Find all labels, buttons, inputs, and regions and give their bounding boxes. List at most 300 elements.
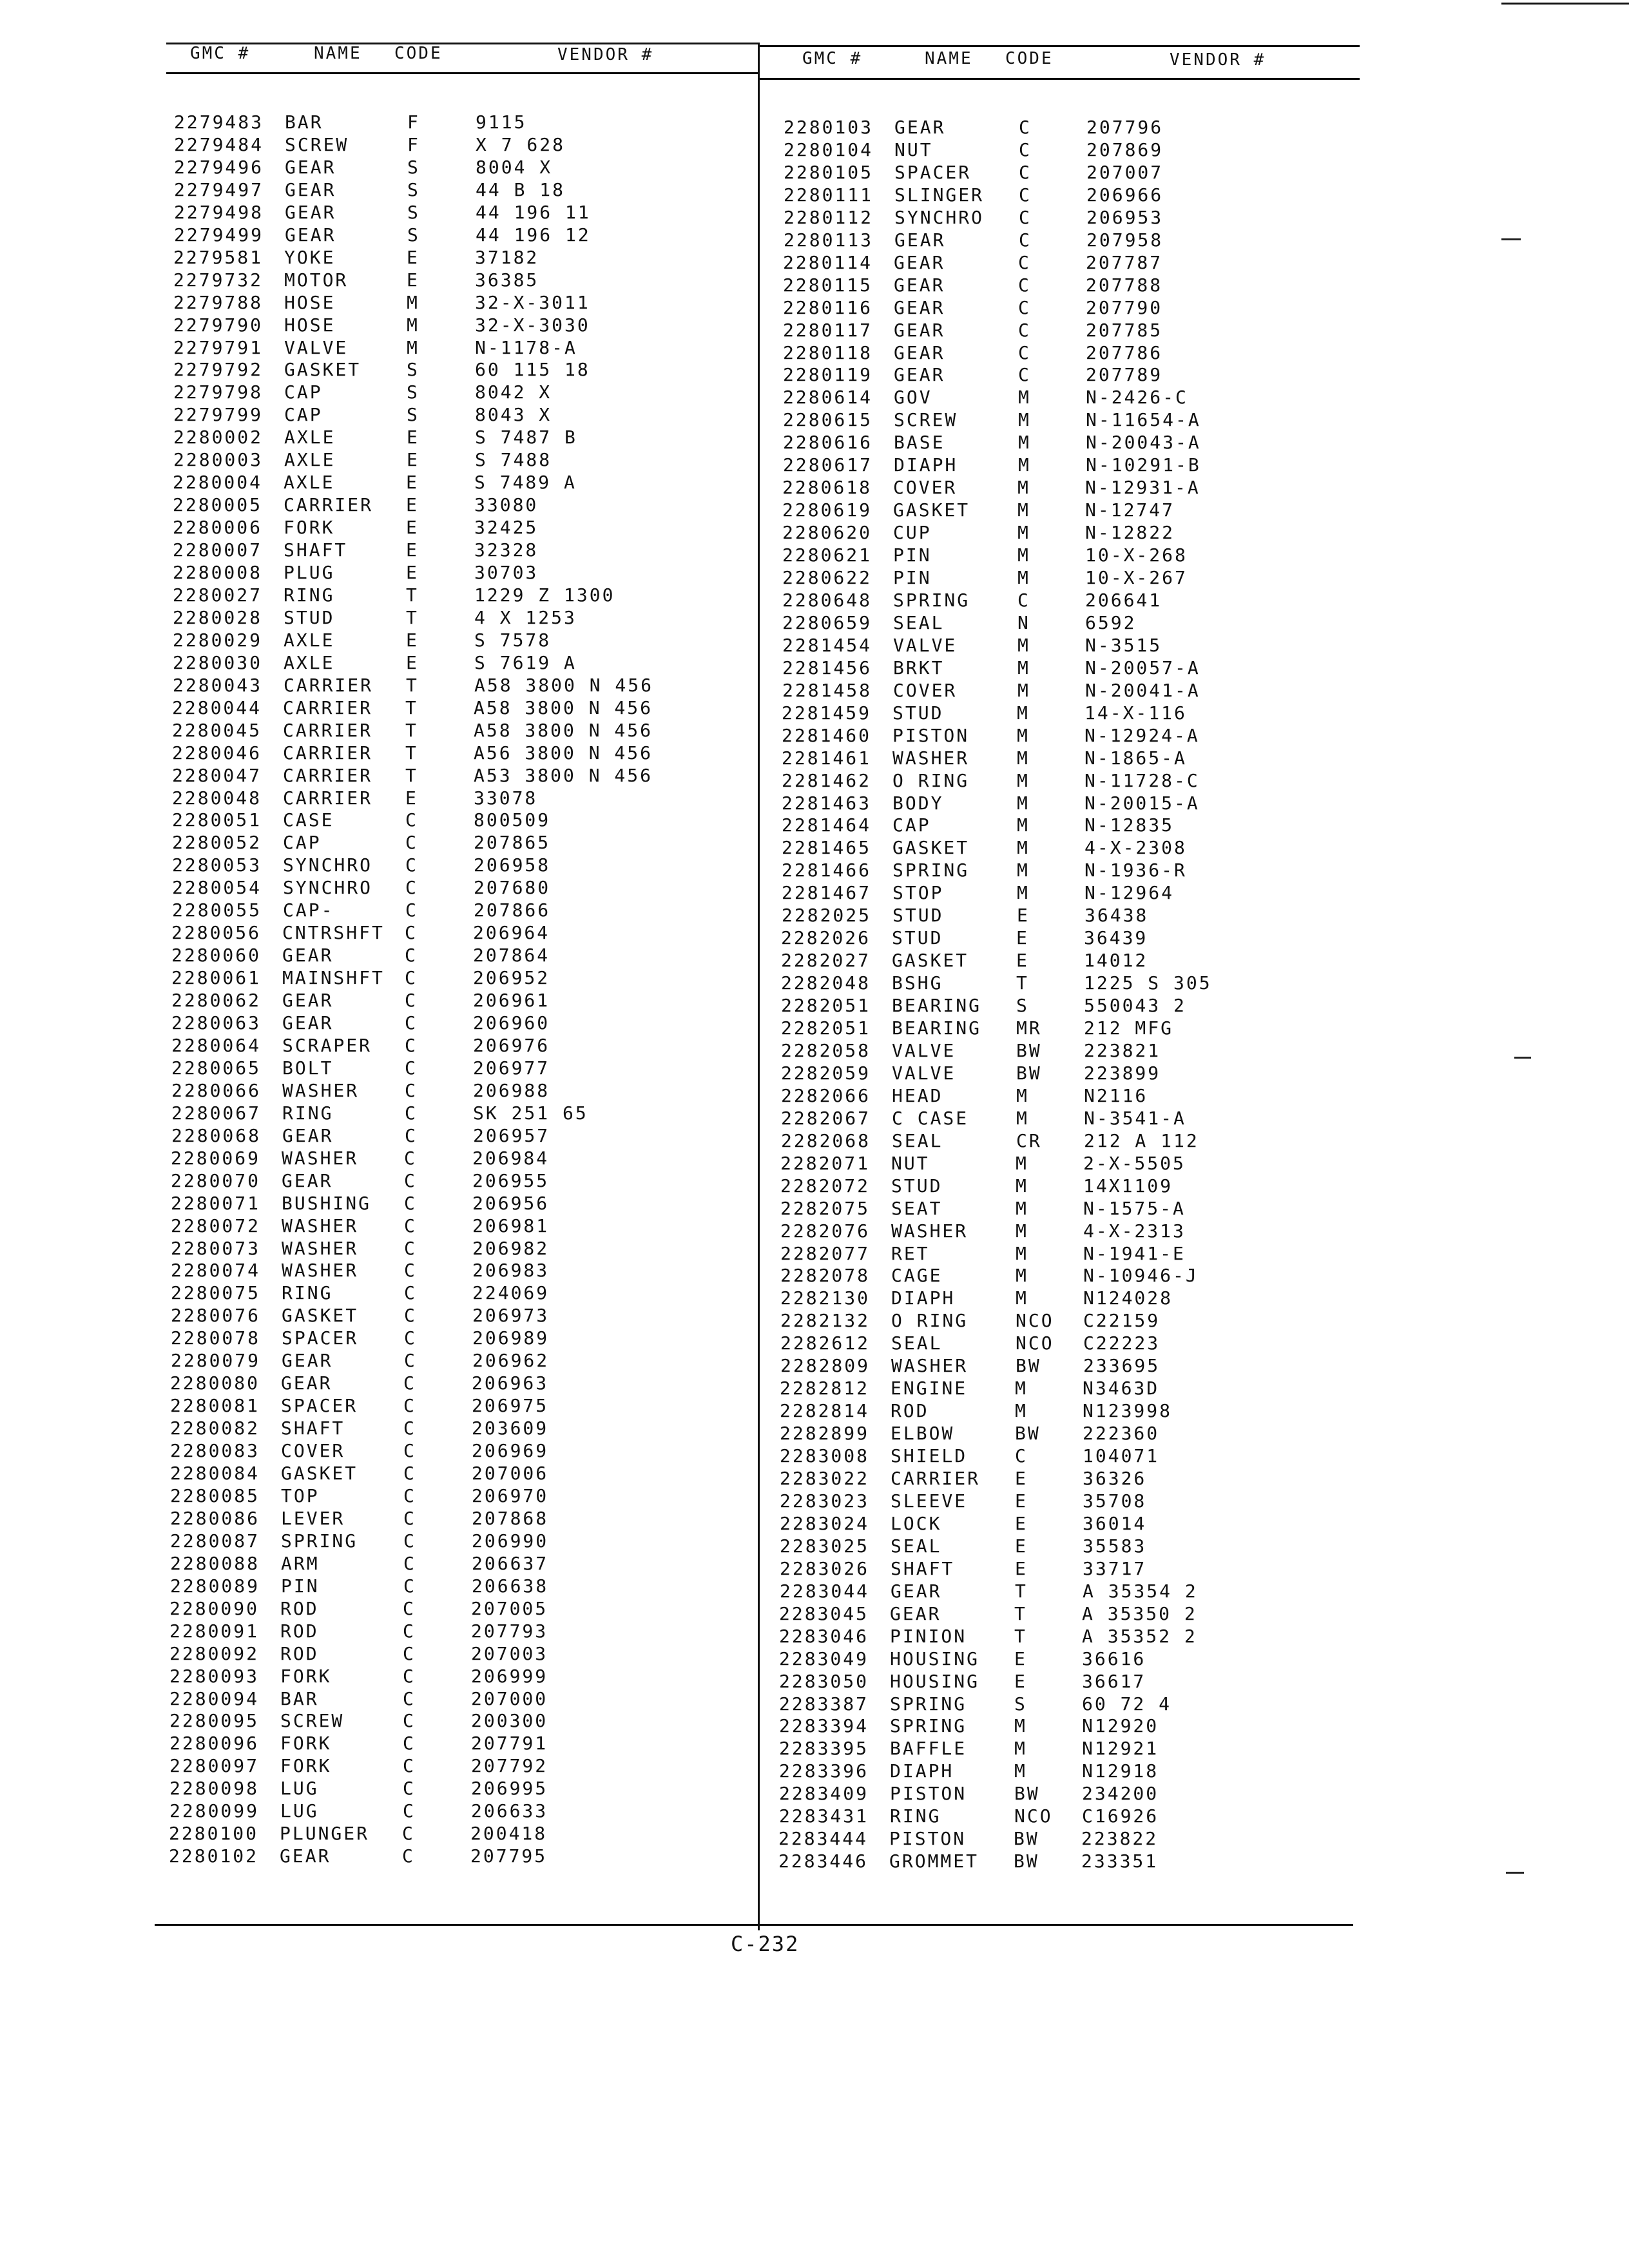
name-cell: VALVE xyxy=(892,1040,956,1061)
vendor-cell: 36617 xyxy=(1082,1671,1146,1692)
vendor-cell: A58 3800 N 456 xyxy=(474,720,653,741)
page-number: C-232 xyxy=(731,1932,800,1956)
code-cell: C xyxy=(1019,184,1032,206)
gmc-cell: 2280048 xyxy=(172,787,262,809)
right-header-gmc: GMC # xyxy=(802,49,863,68)
code-cell: M xyxy=(1017,680,1030,701)
vendor-cell: 222360 xyxy=(1083,1423,1160,1444)
left-header-code: CODE xyxy=(394,44,443,63)
name-cell: HOSE xyxy=(284,292,336,313)
name-cell: AXLE xyxy=(284,629,335,651)
code-cell: M xyxy=(1017,567,1030,588)
vendor-cell: 32-X-3030 xyxy=(475,314,590,336)
vendor-cell: 206955 xyxy=(472,1170,550,1191)
vendor-cell: N3463D xyxy=(1083,1378,1160,1399)
code-cell: C xyxy=(403,1598,416,1619)
name-cell: BASE xyxy=(894,432,945,453)
code-cell: C xyxy=(1018,364,1031,385)
gmc-cell: 2281466 xyxy=(782,860,872,881)
code-cell: T xyxy=(1014,1626,1027,1647)
vendor-cell: 207003 xyxy=(471,1643,548,1664)
gmc-cell: 2280097 xyxy=(169,1755,260,1776)
gmc-cell: 2282812 xyxy=(780,1378,870,1399)
code-cell: M xyxy=(1017,499,1030,521)
code-cell: BW xyxy=(1014,1783,1040,1804)
name-cell: COVER xyxy=(893,680,958,701)
vendor-cell: 207796 xyxy=(1086,117,1164,138)
name-cell: GEAR xyxy=(285,224,336,245)
vendor-cell: S 7487 B xyxy=(475,427,577,448)
vendor-cell: 203609 xyxy=(472,1418,549,1439)
gmc-cell: 2280111 xyxy=(784,184,874,206)
vendor-cell: 60 115 18 xyxy=(475,359,590,380)
name-cell: STUD xyxy=(284,607,335,628)
name-cell: GASKET xyxy=(893,499,970,521)
name-cell: SPRING xyxy=(281,1530,358,1552)
name-cell: ROD xyxy=(280,1643,319,1664)
name-cell: LEVER xyxy=(281,1508,345,1529)
gmc-cell: 2282059 xyxy=(781,1062,871,1084)
gmc-cell: 2282068 xyxy=(781,1130,871,1151)
vendor-cell: 206969 xyxy=(472,1440,549,1461)
vendor-cell: 206961 xyxy=(473,990,550,1011)
name-cell: WASHER xyxy=(282,1148,359,1169)
gmc-cell: 2280103 xyxy=(784,117,874,138)
name-cell: CNTRSHFT xyxy=(282,922,385,943)
code-cell: E xyxy=(406,517,419,538)
vendor-cell: 206975 xyxy=(472,1395,549,1416)
vendor-cell: 207785 xyxy=(1086,320,1163,341)
name-cell: NUT xyxy=(894,139,933,160)
name-cell: PIN xyxy=(893,544,932,566)
code-cell: F xyxy=(407,111,420,133)
code-cell: E xyxy=(407,269,419,291)
code-cell: C xyxy=(403,1372,416,1394)
code-cell: E xyxy=(1014,1648,1027,1669)
gmc-cell: 2280089 xyxy=(170,1575,260,1597)
code-cell: C xyxy=(403,1710,416,1731)
header-top-rule-left xyxy=(166,43,759,44)
gmc-cell: 2281465 xyxy=(782,837,872,858)
name-cell: LOCK xyxy=(891,1513,942,1534)
gmc-cell: 2279790 xyxy=(173,314,264,336)
code-cell: C xyxy=(402,1845,415,1867)
gmc-cell: 2280056 xyxy=(171,922,262,943)
name-cell: CAGE xyxy=(891,1265,943,1286)
vendor-cell: 206970 xyxy=(472,1485,549,1506)
code-cell: C xyxy=(1019,139,1032,160)
gmc-cell: 2280615 xyxy=(783,409,873,430)
gmc-cell: 2279732 xyxy=(173,269,264,291)
code-cell: S xyxy=(407,359,419,380)
name-cell: PISTON xyxy=(889,1828,967,1849)
name-cell: HEAD xyxy=(892,1085,943,1106)
code-cell: C xyxy=(1018,274,1031,296)
gmc-cell: 2281463 xyxy=(782,793,872,814)
code-cell: M xyxy=(1016,1220,1028,1242)
vendor-cell: 206952 xyxy=(473,967,550,988)
gmc-cell: 2280659 xyxy=(782,612,872,633)
vendor-cell: 32328 xyxy=(474,539,539,561)
code-cell: C xyxy=(1019,117,1032,138)
code-cell: C xyxy=(1019,162,1032,183)
code-cell: C xyxy=(1018,342,1031,363)
vendor-cell: N-3515 xyxy=(1085,635,1162,656)
gmc-cell: 2279788 xyxy=(173,292,264,313)
vendor-cell: 8004 X xyxy=(476,157,553,178)
gmc-cell: 2280083 xyxy=(170,1440,260,1461)
name-cell: ROD xyxy=(891,1400,929,1421)
code-cell: E xyxy=(1015,1558,1028,1579)
code-cell: C xyxy=(403,1418,416,1439)
vendor-cell: 207006 xyxy=(472,1463,549,1484)
vendor-cell: 207864 xyxy=(473,945,550,966)
gmc-cell: 2283025 xyxy=(780,1535,870,1557)
code-cell: E xyxy=(1015,1468,1028,1489)
gmc-cell: 2280003 xyxy=(173,449,264,470)
name-cell: STOP xyxy=(892,882,944,903)
code-cell: F xyxy=(407,134,420,155)
gmc-cell: 2280005 xyxy=(173,494,263,515)
gmc-cell: 2283044 xyxy=(780,1581,870,1602)
code-cell: C xyxy=(405,922,418,943)
gmc-cell: 2280047 xyxy=(172,765,262,786)
name-cell: CARRIER xyxy=(283,765,373,786)
name-cell: GEAR xyxy=(894,320,945,341)
name-cell: LUG xyxy=(280,1778,319,1799)
gmc-cell: 2280620 xyxy=(782,522,872,543)
code-cell: C xyxy=(403,1508,416,1529)
vendor-cell: 44 B 18 xyxy=(476,179,566,200)
name-cell: CUP xyxy=(893,522,932,543)
code-cell: M xyxy=(1018,454,1031,476)
vendor-cell: N-1575-A xyxy=(1083,1198,1186,1219)
gmc-cell: 2280063 xyxy=(171,1012,262,1033)
gmc-cell: 2280084 xyxy=(170,1463,260,1484)
name-cell: RET xyxy=(891,1243,930,1264)
code-cell: M xyxy=(1016,1265,1028,1286)
gmc-cell: 2279499 xyxy=(174,224,264,245)
gmc-cell: 2282058 xyxy=(781,1040,871,1061)
vendor-cell: N-11728-C xyxy=(1084,770,1200,791)
code-cell: C xyxy=(403,1666,416,1687)
code-cell: E xyxy=(406,562,419,583)
code-cell: BW xyxy=(1015,1423,1041,1444)
code-cell: BW xyxy=(1016,1040,1042,1061)
vendor-cell: 207868 xyxy=(472,1508,549,1529)
code-cell: T xyxy=(405,720,418,741)
gmc-cell: 2280070 xyxy=(171,1170,261,1191)
vendor-cell: 37182 xyxy=(475,247,539,268)
code-cell: N xyxy=(1017,612,1030,633)
name-cell: BOLT xyxy=(282,1057,334,1079)
name-cell: SPRING xyxy=(892,860,970,881)
code-cell: S xyxy=(407,202,420,223)
code-cell: T xyxy=(406,607,419,628)
gmc-cell: 2280052 xyxy=(172,832,262,853)
vendor-cell: 207958 xyxy=(1086,229,1164,251)
name-cell: WASHER xyxy=(891,1220,969,1242)
gmc-cell: 2282078 xyxy=(780,1265,871,1286)
name-cell: SYNCHRO xyxy=(894,207,985,228)
name-cell: TOP xyxy=(281,1485,320,1506)
name-cell: CARRIER xyxy=(284,675,374,696)
name-cell: STUD xyxy=(892,927,943,948)
name-cell: GROMMET xyxy=(889,1850,979,1872)
name-cell: BRKT xyxy=(893,657,945,678)
gmc-cell: 2280030 xyxy=(173,652,263,673)
name-cell: GEAR xyxy=(894,229,946,251)
code-cell: M xyxy=(1016,1085,1029,1106)
gmc-cell: 2280043 xyxy=(173,675,263,696)
left-header-name: NAME xyxy=(314,44,362,63)
name-cell: STUD xyxy=(891,1175,943,1196)
code-cell: C xyxy=(404,1170,417,1191)
name-cell: CARRIER xyxy=(283,720,373,741)
gmc-cell: 2280614 xyxy=(783,387,873,408)
name-cell: BAR xyxy=(280,1688,319,1709)
gmc-cell: 2280075 xyxy=(171,1282,261,1303)
code-cell: C xyxy=(405,967,418,988)
header-bottom-rule-right xyxy=(759,78,1360,80)
code-cell: E xyxy=(406,472,419,493)
vendor-cell: C22223 xyxy=(1083,1332,1161,1354)
code-cell: C xyxy=(404,1148,417,1169)
vendor-cell: 4-X-2313 xyxy=(1083,1220,1186,1242)
code-cell: M xyxy=(1016,1198,1028,1219)
vendor-cell: 207789 xyxy=(1086,364,1163,385)
vendor-cell: 206983 xyxy=(472,1260,550,1281)
code-cell: M xyxy=(407,314,419,336)
gmc-cell: 2280062 xyxy=(171,990,262,1011)
name-cell: GEAR xyxy=(285,202,336,223)
margin-tick-mark xyxy=(1501,238,1521,240)
name-cell: C CASE xyxy=(892,1108,969,1129)
gmc-cell: 2280090 xyxy=(169,1598,260,1619)
code-cell: E xyxy=(407,247,419,268)
code-cell: S xyxy=(407,179,420,200)
gmc-cell: 2281461 xyxy=(782,747,872,769)
gmc-cell: 2280008 xyxy=(173,562,263,583)
name-cell: MOTOR xyxy=(284,269,349,291)
name-cell: ROD xyxy=(280,1620,319,1642)
gmc-cell: 2280069 xyxy=(171,1148,261,1169)
gmc-cell: 2282025 xyxy=(782,905,872,926)
gmc-cell: 2280060 xyxy=(171,945,262,966)
code-cell: E xyxy=(1015,1535,1028,1557)
vendor-cell: S 7619 A xyxy=(474,652,577,673)
gmc-cell: 2280621 xyxy=(782,544,872,566)
gmc-cell: 2280028 xyxy=(173,607,263,628)
gmc-cell: 2282048 xyxy=(781,972,871,994)
gmc-cell: 2282026 xyxy=(781,927,871,948)
gmc-cell: 2282809 xyxy=(780,1355,871,1376)
vendor-cell: 4-X-2308 xyxy=(1084,837,1187,858)
code-cell: C xyxy=(403,1485,416,1506)
vendor-cell: 206988 xyxy=(473,1080,550,1101)
gmc-cell: 2282072 xyxy=(780,1175,871,1196)
gmc-cell: 2280105 xyxy=(784,162,874,183)
code-cell: T xyxy=(405,765,418,786)
code-cell: M xyxy=(1017,860,1030,881)
code-cell: S xyxy=(1014,1693,1027,1715)
vendor-cell: N-20041-A xyxy=(1085,680,1200,701)
vendor-cell: 206957 xyxy=(473,1125,550,1146)
name-cell: SEAL xyxy=(892,1130,943,1151)
name-cell: SPRING xyxy=(893,590,970,611)
name-cell: WASHER xyxy=(282,1080,360,1101)
margin-tick-mark xyxy=(1506,1872,1524,1874)
gmc-cell: 2282051 xyxy=(781,1017,871,1039)
code-cell: M xyxy=(1014,1738,1027,1759)
vendor-cell: 234200 xyxy=(1082,1783,1159,1804)
vendor-cell: 32425 xyxy=(474,517,539,538)
vendor-cell: 14-X-116 xyxy=(1084,702,1187,724)
name-cell: ROD xyxy=(280,1598,319,1619)
vendor-cell: 207795 xyxy=(470,1845,548,1867)
code-cell: M xyxy=(1015,1400,1028,1421)
vendor-cell: 4 X 1253 xyxy=(474,607,577,628)
vendor-cell: N2116 xyxy=(1084,1085,1148,1106)
gmc-cell: 2282814 xyxy=(780,1400,870,1421)
vendor-cell: A58 3800 N 456 xyxy=(474,697,653,718)
vendor-cell: N12920 xyxy=(1082,1715,1159,1736)
gmc-cell: 2283394 xyxy=(779,1715,869,1736)
name-cell: GEAR xyxy=(894,342,945,363)
code-cell: M xyxy=(1016,1287,1028,1309)
name-cell: AXLE xyxy=(284,427,336,448)
vendor-cell: 206960 xyxy=(473,1012,550,1033)
gmc-cell: 2282027 xyxy=(781,950,871,971)
gmc-cell: 2280114 xyxy=(783,252,873,273)
gmc-cell: 2279799 xyxy=(173,404,264,425)
vendor-cell: 207000 xyxy=(471,1688,548,1709)
gmc-cell: 2282076 xyxy=(780,1220,871,1242)
code-cell: BW xyxy=(1014,1850,1039,1872)
vendor-cell: N-12747 xyxy=(1085,499,1175,521)
code-cell: NCO xyxy=(1014,1805,1053,1827)
name-cell: GEAR xyxy=(894,274,945,296)
vendor-cell: 224069 xyxy=(472,1282,550,1303)
name-cell: CARRIER xyxy=(891,1468,981,1489)
code-cell: E xyxy=(406,652,419,673)
code-cell: C xyxy=(1018,297,1031,318)
code-cell: M xyxy=(1016,1153,1028,1174)
gmc-cell: 2280616 xyxy=(783,432,873,453)
name-cell: WASHER xyxy=(891,1355,969,1376)
vendor-cell: N-20043-A xyxy=(1086,432,1201,453)
vendor-cell: 6592 xyxy=(1085,612,1137,633)
code-cell: T xyxy=(405,697,418,718)
code-cell: E xyxy=(406,629,419,651)
name-cell: GEAR xyxy=(891,1581,942,1602)
vendor-cell: 10-X-267 xyxy=(1085,567,1188,588)
gmc-cell: 2280006 xyxy=(173,517,263,538)
gmc-cell: 2283022 xyxy=(780,1468,870,1489)
name-cell: HOUSING xyxy=(890,1648,980,1669)
gmc-cell: 2280066 xyxy=(171,1080,262,1101)
code-cell: C xyxy=(405,1102,418,1124)
gmc-cell: 2279498 xyxy=(174,202,264,223)
gmc-cell: 2279496 xyxy=(174,157,264,178)
name-cell: VALVE xyxy=(284,337,349,358)
gmc-cell: 2283045 xyxy=(779,1603,869,1624)
vendor-cell: 206638 xyxy=(472,1575,549,1597)
code-cell: S xyxy=(407,404,419,425)
vendor-cell: SK 251 65 xyxy=(473,1102,588,1124)
vendor-cell: N-12964 xyxy=(1084,882,1175,903)
gmc-cell: 2282051 xyxy=(781,995,871,1016)
gmc-cell: 2279483 xyxy=(174,111,264,133)
code-cell: C xyxy=(405,1080,418,1101)
code-cell: E xyxy=(1016,927,1029,948)
code-cell: M xyxy=(407,337,419,358)
gmc-cell: 2280102 xyxy=(169,1845,259,1867)
vendor-cell: S 7578 xyxy=(474,629,552,651)
vendor-cell: 206641 xyxy=(1085,590,1162,611)
gmc-cell: 2280074 xyxy=(171,1260,261,1281)
gmc-cell: 2280078 xyxy=(171,1327,261,1349)
vendor-cell: 223821 xyxy=(1084,1040,1161,1061)
gmc-cell: 2281464 xyxy=(782,814,872,836)
vendor-cell: 36439 xyxy=(1084,927,1148,948)
vendor-cell: 207866 xyxy=(474,899,551,921)
vendor-cell: 206637 xyxy=(472,1553,549,1574)
vendor-cell: 223822 xyxy=(1081,1828,1159,1849)
vendor-cell: 1225 S 305 xyxy=(1084,972,1212,994)
gmc-cell: 2282612 xyxy=(780,1332,871,1354)
gmc-cell: 2279798 xyxy=(173,381,264,403)
vendor-cell: 35583 xyxy=(1083,1535,1147,1557)
vendor-cell: A56 3800 N 456 xyxy=(474,742,653,764)
vendor-cell: 206981 xyxy=(472,1215,550,1236)
name-cell: SPACER xyxy=(894,162,972,183)
vendor-cell: 233351 xyxy=(1081,1850,1159,1872)
gmc-cell: 2280622 xyxy=(782,567,872,588)
vendor-cell: 32-X-3011 xyxy=(475,292,590,313)
gmc-cell: 2280113 xyxy=(784,229,874,251)
vendor-cell: 10-X-268 xyxy=(1085,544,1188,566)
name-cell: GASKET xyxy=(281,1463,358,1484)
vendor-cell: 207865 xyxy=(474,832,551,853)
name-cell: SHIELD xyxy=(891,1445,968,1466)
code-cell: M xyxy=(1018,432,1031,453)
vendor-cell: 33080 xyxy=(474,494,539,515)
gmc-cell: 2283396 xyxy=(779,1760,869,1782)
gmc-cell: 2283008 xyxy=(780,1445,870,1466)
code-cell: S xyxy=(1016,995,1029,1016)
name-cell: GEAR xyxy=(894,117,946,138)
vendor-cell: 206963 xyxy=(472,1372,549,1394)
vendor-cell: 36385 xyxy=(475,269,539,291)
gmc-cell: 2282075 xyxy=(780,1198,871,1219)
gmc-cell: 2280079 xyxy=(171,1350,261,1371)
code-cell: C xyxy=(405,1012,418,1033)
code-cell: BW xyxy=(1014,1828,1039,1849)
gmc-cell: 2280648 xyxy=(782,590,872,611)
vendor-cell: N-10946-J xyxy=(1083,1265,1199,1286)
gmc-cell: 2281460 xyxy=(782,725,872,746)
code-cell: C xyxy=(1018,320,1031,341)
vendor-cell: X 7 628 xyxy=(476,134,566,155)
gmc-cell: 2280061 xyxy=(171,967,262,988)
code-cell: M xyxy=(1017,544,1030,566)
name-cell: GEAR xyxy=(282,1170,333,1191)
vendor-cell: 550043 2 xyxy=(1084,995,1186,1016)
name-cell: GEAR xyxy=(894,297,945,318)
code-cell: C xyxy=(403,1733,416,1754)
name-cell: GASKET xyxy=(892,837,970,858)
